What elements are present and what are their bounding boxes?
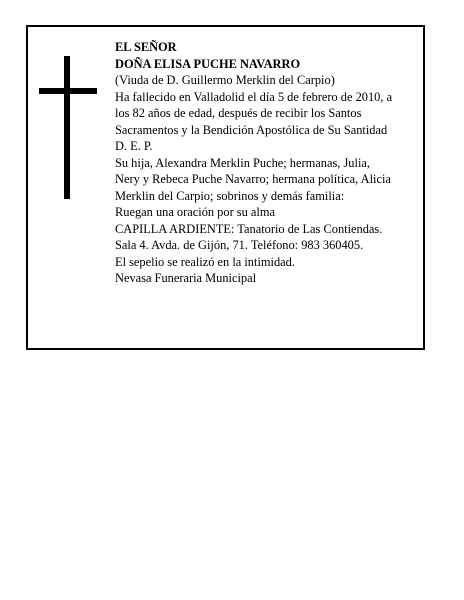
chapel-line: CAPILLA ARDIENTE: Tanatorio de Las Contiendas. [115, 221, 383, 236]
family-line-3: Merklin del Carpio; sobrinos y demás familia: [115, 188, 345, 203]
cross-vertical-bar [64, 56, 70, 199]
cross-horizontal-bar [39, 88, 97, 94]
family-line-1: Su hija, Alexandra Merklin Puche; hermanas, Julia, [115, 155, 370, 170]
address-line: Sala 4. Avda. de Gijón, 71. Teléfono: 983 360405. [115, 238, 364, 252]
rip-line: D. E. P. [115, 139, 153, 153]
family-line-2: Nery y Rebeca Puche Navarro; hermana política, Alicia [115, 172, 391, 186]
funeral-home-line: Nevasa Funeraria Municipal [115, 271, 257, 285]
obituary-notice [26, 25, 425, 350]
widow-of-line: (Viuda de D. Guillermo Merklin del Carpio) [115, 73, 335, 87]
burial-line: El sepelio se realizó en la intimidad. [115, 254, 295, 269]
prayer-request-line: Ruegan una oración por su alma [115, 205, 275, 219]
notice-heading: EL SEÑOR [115, 40, 177, 54]
death-announcement-line-2: los 82 años de edad, después de recibir los Santos [115, 106, 362, 120]
death-announcement-line-1: Ha fallecido en Valladolid el día 5 de febrero de 2010, a [115, 89, 393, 104]
death-announcement-line-3: Sacramentos y la Bendición Apostólica de Su Santidad [115, 122, 388, 137]
cross-icon [39, 56, 97, 199]
notice-text [115, 39, 423, 287]
deceased-name: DOÑA ELISA PUCHE NAVARRO [115, 56, 301, 71]
